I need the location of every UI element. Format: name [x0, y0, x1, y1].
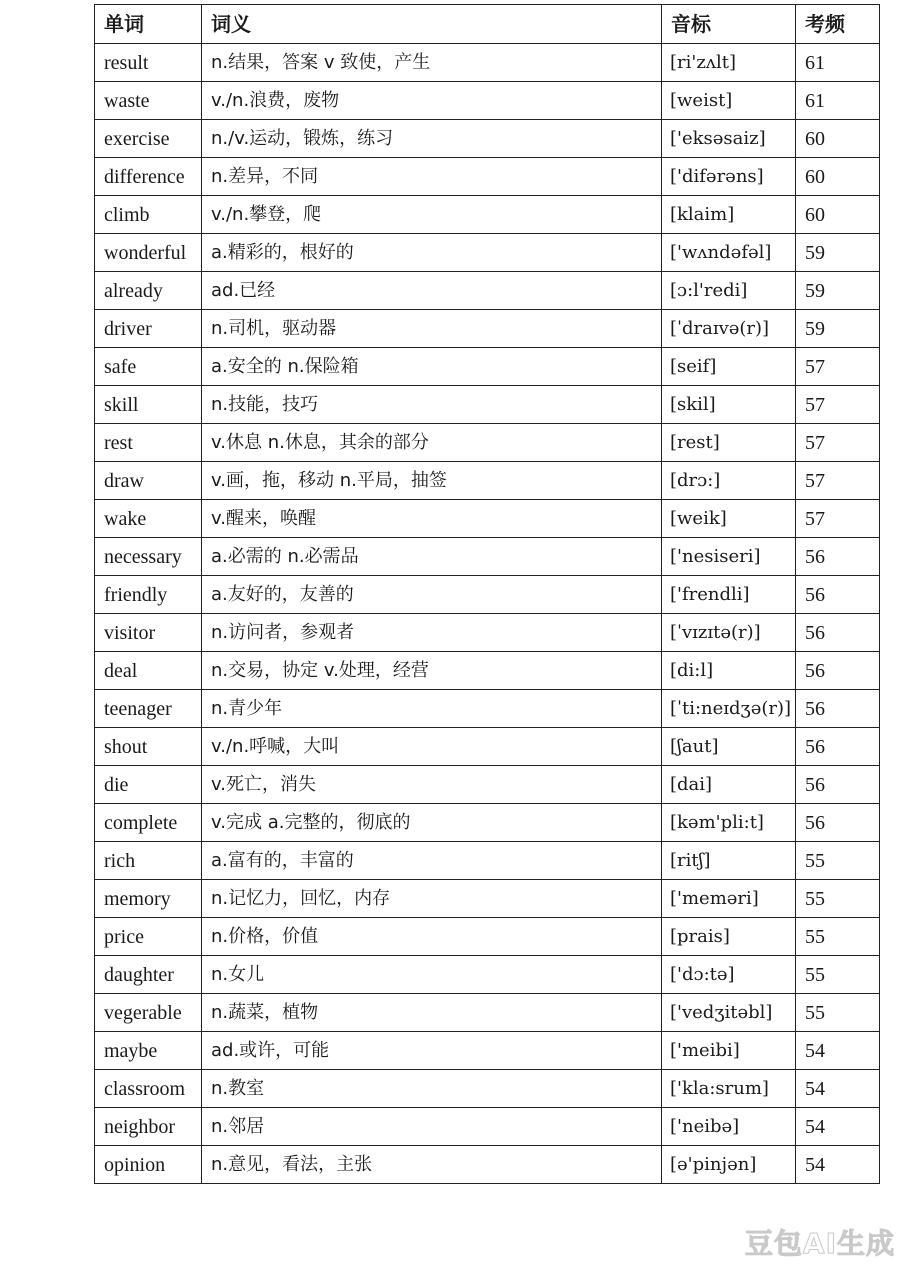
frequency-cell: 59 [796, 310, 880, 348]
table-row [95, 766, 880, 804]
meaning-cell: v.醒来，唤醒 [202, 500, 662, 538]
meaning-cell: n.女儿 [202, 956, 662, 994]
phonetic-cell: [skil] [662, 386, 796, 424]
meaning-cell: a.富有的，丰富的 [202, 842, 662, 880]
word-cell: already [95, 272, 202, 310]
word-cell: deal [95, 652, 202, 690]
frequency-cell: 55 [796, 994, 880, 1032]
meaning-cell: a.安全的 n.保险箱 [202, 348, 662, 386]
meaning-cell: n.访问者，参观者 [202, 614, 662, 652]
meaning-cell: a.友好的，友善的 [202, 576, 662, 614]
word-cell: friendly [95, 576, 202, 614]
table-row [95, 44, 880, 82]
table-row [95, 1146, 880, 1184]
table-row [95, 690, 880, 728]
word-cell: draw [95, 462, 202, 500]
table-row [95, 652, 880, 690]
meaning-cell: n.记忆力，回忆，内存 [202, 880, 662, 918]
phonetic-cell: [rest] [662, 424, 796, 462]
table-row [95, 120, 880, 158]
header-meaning: 词义 [202, 5, 662, 44]
meaning-cell: v.画，拖，移动 n.平局，抽签 [202, 462, 662, 500]
word-cell: classroom [95, 1070, 202, 1108]
frequency-cell: 55 [796, 918, 880, 956]
word-cell: die [95, 766, 202, 804]
meaning-cell: a.必需的 n.必需品 [202, 538, 662, 576]
frequency-cell: 56 [796, 766, 880, 804]
table-row [95, 272, 880, 310]
word-cell: daughter [95, 956, 202, 994]
frequency-cell: 56 [796, 538, 880, 576]
table-row [95, 804, 880, 842]
frequency-cell: 56 [796, 728, 880, 766]
meaning-cell: v./n.浪费，废物 [202, 82, 662, 120]
frequency-cell: 56 [796, 576, 880, 614]
frequency-cell: 55 [796, 842, 880, 880]
table-row [95, 576, 880, 614]
table-row [95, 994, 880, 1032]
phonetic-cell: ['kla:srum] [662, 1070, 796, 1108]
phonetic-cell: [weist] [662, 82, 796, 120]
word-cell: waste [95, 82, 202, 120]
phonetic-cell: [seif] [662, 348, 796, 386]
phonetic-cell: ['dɔ:tə] [662, 956, 796, 994]
phonetic-cell: ['meibi] [662, 1032, 796, 1070]
meaning-cell: n.意见，看法，主张 [202, 1146, 662, 1184]
meaning-cell: n.价格，价值 [202, 918, 662, 956]
table-row [95, 234, 880, 272]
phonetic-cell: [ˈdraɪvə(r)] [662, 310, 796, 348]
phonetic-cell: ['wʌndəfəl] [662, 234, 796, 272]
table-row [95, 158, 880, 196]
frequency-cell: 56 [796, 652, 880, 690]
header-frequency: 考频 [796, 5, 880, 44]
frequency-cell: 55 [796, 956, 880, 994]
frequency-cell: 57 [796, 462, 880, 500]
header-word: 单词 [95, 5, 202, 44]
header-phonetic: 音标 [662, 5, 796, 44]
phonetic-cell: ['eksəsaiz] [662, 120, 796, 158]
table-header-row [95, 5, 880, 44]
frequency-cell: 56 [796, 804, 880, 842]
meaning-cell: v.完成 a.完整的，彻底的 [202, 804, 662, 842]
meaning-cell: n./v.运动，锻炼，练习 [202, 120, 662, 158]
word-cell: wake [95, 500, 202, 538]
phonetic-cell: [ɔ:l'redi] [662, 272, 796, 310]
word-cell: necessary [95, 538, 202, 576]
table-row [95, 728, 880, 766]
word-cell: exercise [95, 120, 202, 158]
table-row [95, 1070, 880, 1108]
phonetic-cell: ['difərəns] [662, 158, 796, 196]
word-cell: wonderful [95, 234, 202, 272]
word-cell: shout [95, 728, 202, 766]
table-row [95, 82, 880, 120]
frequency-cell: 54 [796, 1108, 880, 1146]
frequency-cell: 61 [796, 82, 880, 120]
meaning-cell: n.差异，不同 [202, 158, 662, 196]
table-row [95, 918, 880, 956]
table-row [95, 310, 880, 348]
table-row [95, 538, 880, 576]
table-row [95, 880, 880, 918]
vocabulary-table [94, 4, 880, 1184]
frequency-cell: 57 [796, 348, 880, 386]
word-cell: complete [95, 804, 202, 842]
word-cell: price [95, 918, 202, 956]
phonetic-cell: [ˈvɪzɪtə(r)] [662, 614, 796, 652]
word-cell: skill [95, 386, 202, 424]
phonetic-cell: ['neibə] [662, 1108, 796, 1146]
frequency-cell: 59 [796, 234, 880, 272]
table-row [95, 614, 880, 652]
word-cell: memory [95, 880, 202, 918]
frequency-cell: 57 [796, 386, 880, 424]
frequency-cell: 54 [796, 1032, 880, 1070]
frequency-cell: 55 [796, 880, 880, 918]
meaning-cell: n.青少年 [202, 690, 662, 728]
phonetic-cell: [ə'pinjən] [662, 1146, 796, 1184]
word-cell: driver [95, 310, 202, 348]
phonetic-cell: [ʃaut] [662, 728, 796, 766]
table-row [95, 1108, 880, 1146]
meaning-cell: v./n.呼喊，大叫 [202, 728, 662, 766]
meaning-cell: v./n.攀登，爬 [202, 196, 662, 234]
frequency-cell: 54 [796, 1070, 880, 1108]
table-row [95, 956, 880, 994]
frequency-cell: 60 [796, 120, 880, 158]
phonetic-cell: ['frendli] [662, 576, 796, 614]
frequency-cell: 61 [796, 44, 880, 82]
phonetic-cell: ['vedʒitəbl] [662, 994, 796, 1032]
meaning-cell: n.结果，答案 v 致使，产生 [202, 44, 662, 82]
word-cell: vegerable [95, 994, 202, 1032]
meaning-cell: n.交易，协定 v.处理，经营 [202, 652, 662, 690]
frequency-cell: 60 [796, 196, 880, 234]
phonetic-cell: [ri'zʌlt] [662, 44, 796, 82]
meaning-cell: a.精彩的，根好的 [202, 234, 662, 272]
word-cell: opinion [95, 1146, 202, 1184]
phonetic-cell: [ritʃ] [662, 842, 796, 880]
table-row [95, 424, 880, 462]
ai-generated-watermark: 豆包AI生成 [744, 1227, 895, 1260]
frequency-cell: 54 [796, 1146, 880, 1184]
table-row [95, 842, 880, 880]
phonetic-cell: [dai] [662, 766, 796, 804]
phonetic-cell: [di:l] [662, 652, 796, 690]
meaning-cell: n.蔬菜，植物 [202, 994, 662, 1032]
meaning-cell: n.技能，技巧 [202, 386, 662, 424]
table-row [95, 386, 880, 424]
table-row [95, 462, 880, 500]
meaning-cell: n.教室 [202, 1070, 662, 1108]
word-cell: climb [95, 196, 202, 234]
word-cell: difference [95, 158, 202, 196]
frequency-cell: 56 [796, 690, 880, 728]
meaning-cell: n.司机，驱动器 [202, 310, 662, 348]
word-cell: result [95, 44, 202, 82]
phonetic-cell: ['meməri] [662, 880, 796, 918]
phonetic-cell: [weik] [662, 500, 796, 538]
frequency-cell: 56 [796, 614, 880, 652]
word-cell: rest [95, 424, 202, 462]
meaning-cell: ad.已经 [202, 272, 662, 310]
word-cell: visitor [95, 614, 202, 652]
meaning-cell: v.休息 n.休息，其余的部分 [202, 424, 662, 462]
phonetic-cell: [prais] [662, 918, 796, 956]
phonetic-cell: [kəm'pli:t] [662, 804, 796, 842]
word-cell: teenager [95, 690, 202, 728]
table-row [95, 196, 880, 234]
table-row [95, 500, 880, 538]
meaning-cell: n.邻居 [202, 1108, 662, 1146]
table-body [95, 44, 880, 1184]
phonetic-cell: ['nesiseri] [662, 538, 796, 576]
meaning-cell: ad.或许，可能 [202, 1032, 662, 1070]
word-cell: rich [95, 842, 202, 880]
word-cell: neighbor [95, 1108, 202, 1146]
phonetic-cell: [klaim] [662, 196, 796, 234]
phonetic-cell: [ˈti:neɪdʒə(r)] [662, 690, 796, 728]
phonetic-cell: [drɔ:] [662, 462, 796, 500]
frequency-cell: 57 [796, 500, 880, 538]
table-row [95, 1032, 880, 1070]
meaning-cell: v.死亡，消失 [202, 766, 662, 804]
frequency-cell: 60 [796, 158, 880, 196]
frequency-cell: 57 [796, 424, 880, 462]
word-cell: safe [95, 348, 202, 386]
frequency-cell: 59 [796, 272, 880, 310]
table-row [95, 348, 880, 386]
word-cell: maybe [95, 1032, 202, 1070]
